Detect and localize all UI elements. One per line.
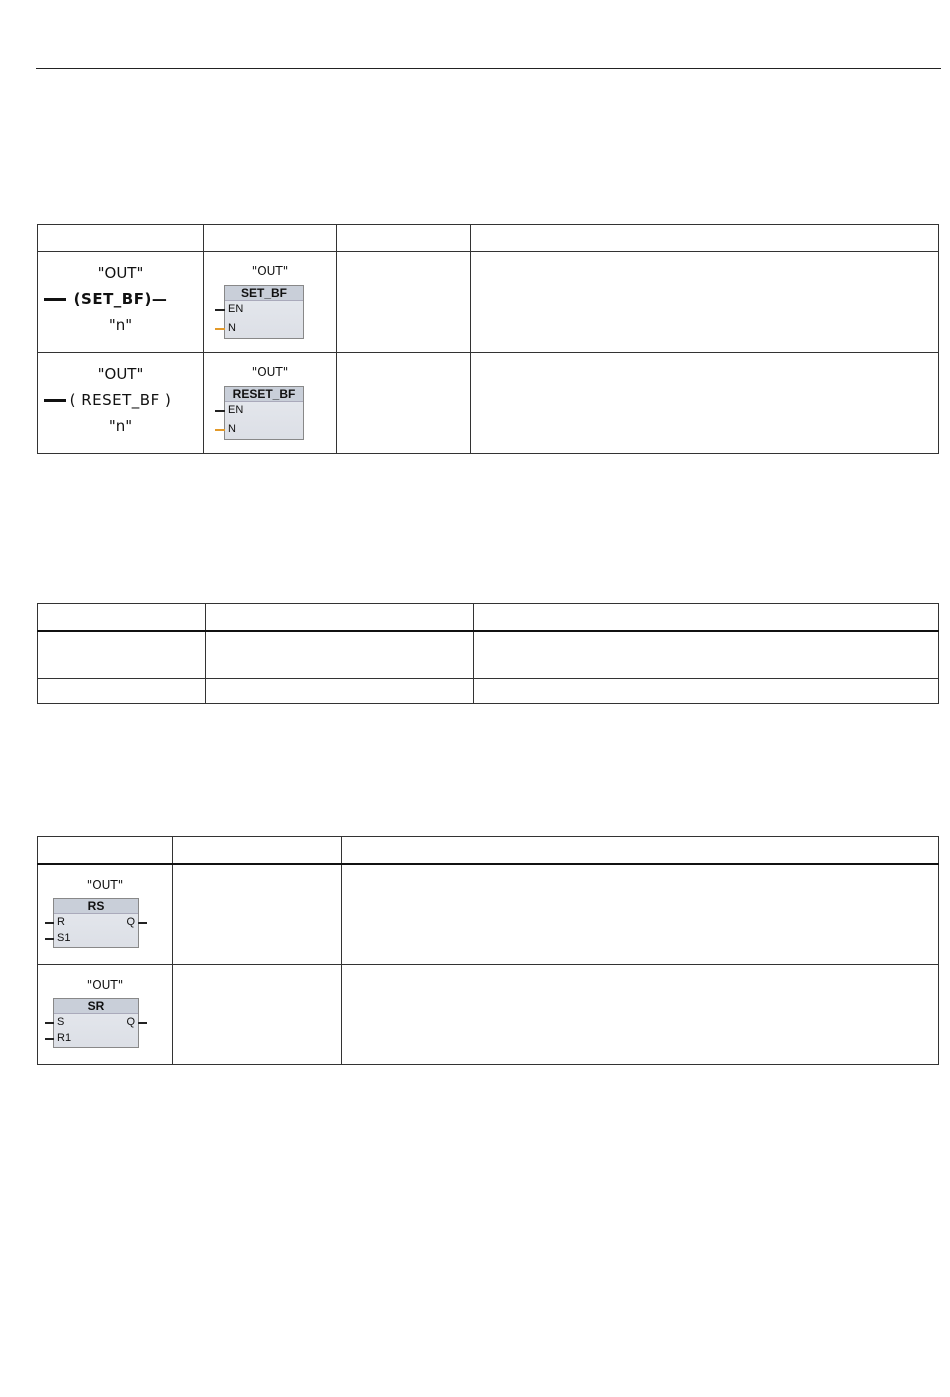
pin-r1-lead [45, 1038, 54, 1040]
fbd-block-title: SR [54, 999, 138, 1014]
fbd-block-rs [53, 898, 139, 948]
pin-en-lead [215, 309, 225, 311]
fbd-cell [204, 353, 337, 454]
rs-sr-flipflop-table [37, 836, 939, 1065]
fbd-cell [38, 864, 173, 965]
pin-n-label: N [228, 423, 236, 435]
lad-operand: "OUT" [97, 264, 144, 282]
pin-q-lead [138, 1022, 147, 1024]
lad-count: "n" [108, 316, 133, 334]
fbd-block-set-bf [224, 285, 304, 339]
lad-coil-reset-bf: "OUT" ( RESET_BF ) "n" [38, 363, 203, 437]
pin-n-label: N [228, 322, 236, 334]
lad-instruction: RESET_BF [81, 391, 160, 409]
fbd-operand: "OUT" [86, 978, 124, 992]
fbd-block-reset-bf [224, 386, 304, 440]
fbd-cell [38, 965, 173, 1065]
fbd-cell [204, 252, 337, 353]
fbd-operand: "OUT" [251, 365, 289, 379]
table-row [38, 353, 939, 454]
pin-r-lead [45, 922, 54, 924]
table-header-row [38, 604, 939, 632]
pin-n-lead [215, 429, 225, 431]
lad-coil-set-bf: "OUT" (SET_BF)— "n" [38, 262, 203, 336]
pin-s1-label: S1 [57, 932, 71, 944]
fbd-block-title: RS [54, 899, 138, 914]
lad-count: "n" [108, 417, 133, 435]
pin-s-label: S [57, 1016, 65, 1028]
pin-r1-label: R1 [57, 1032, 72, 1044]
pin-s1-lead [45, 938, 54, 940]
power-rail-wire [44, 298, 66, 301]
pin-en-label: EN [228, 404, 244, 416]
pin-q-label: Q [126, 1016, 135, 1028]
fbd-operand: "OUT" [86, 878, 124, 892]
table-row [38, 252, 939, 353]
table-row [38, 965, 939, 1065]
fbd-block-title: RESET_BF [225, 387, 303, 402]
table-row [38, 679, 939, 704]
lad-instruction: SET_BF [81, 290, 145, 308]
lad-operand: "OUT" [97, 365, 144, 383]
pin-en-lead [215, 410, 225, 412]
pin-q-lead [138, 922, 147, 924]
lad-cell [38, 252, 204, 353]
set-reset-bitfield-table [37, 224, 939, 454]
fbd-block-sr [53, 998, 139, 1048]
pin-n-lead [215, 328, 225, 330]
pin-s-lead [45, 1022, 54, 1024]
power-rail-wire [44, 399, 66, 402]
lad-cell [38, 353, 204, 454]
table-header-row [38, 837, 939, 865]
pin-en-label: EN [228, 303, 244, 315]
parameter-table [37, 603, 939, 704]
table-header-row [38, 225, 939, 252]
pin-r-label: R [57, 916, 65, 928]
fbd-block-title: SET_BF [225, 286, 303, 301]
pin-q-label: Q [126, 916, 135, 928]
page-header-rule [36, 68, 941, 69]
table-row [38, 631, 939, 679]
table-row [38, 864, 939, 965]
fbd-operand: "OUT" [251, 264, 289, 278]
